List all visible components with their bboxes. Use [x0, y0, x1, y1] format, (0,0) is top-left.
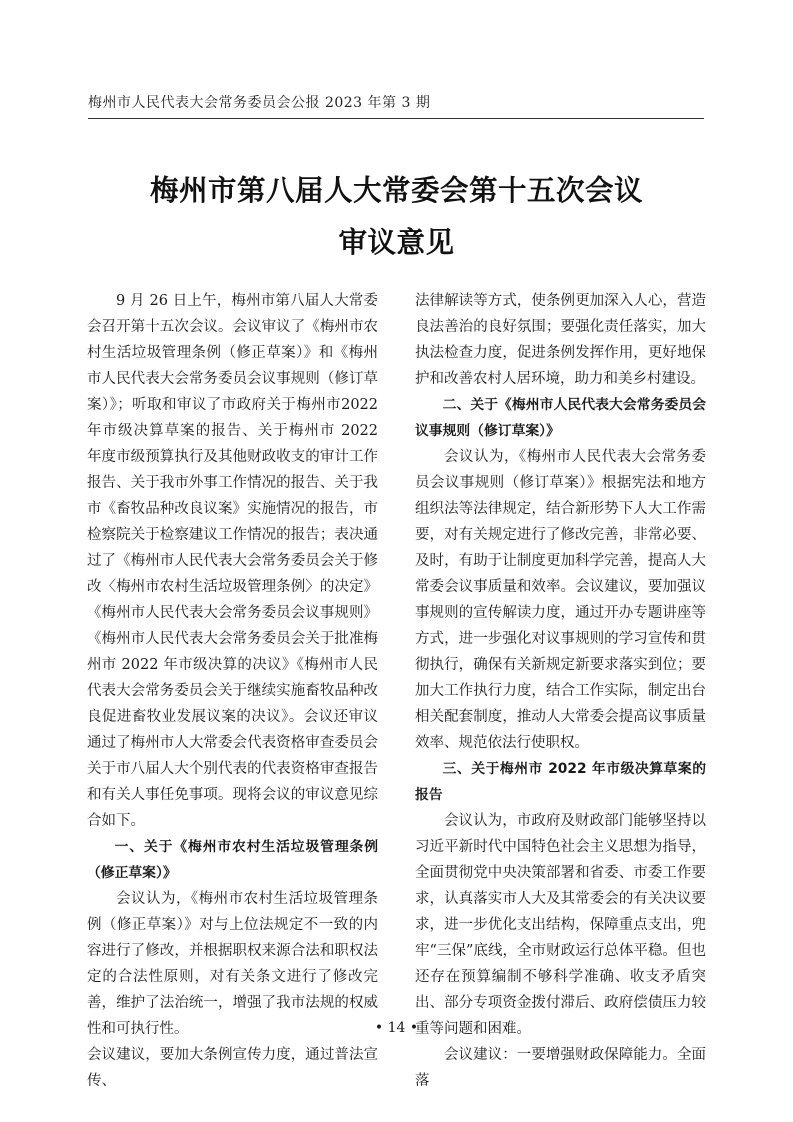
running-header: 梅州市人民代表大会常务委员会公报 2023 年第 3 期: [88, 95, 431, 111]
document-title-line1: 梅州市第八届人大常委会第十五次会议: [149, 173, 643, 207]
paragraph-section1-suggestion: 会议建议，要加大条例宣传力度，通过普法宣传、: [87, 1047, 378, 1089]
page-number: • 14 •: [374, 1020, 419, 1036]
paragraph-section1-opinion: 会议认为，《梅州市农村生活垃圾管理条例（修正草案）》对与上位法规定不一致的内容进行了修改，并根据职权来源合法和职权法定的合法性原则，对有关条文进行了修改完善，维护了法治统一，增强了我市法规的权威性和可执行性。: [87, 891, 378, 1037]
paragraph-intro: 9 月 26 日上午，梅州市第八届人大常委会召开第十五次会议。会议审议了《梅州市农村生活垃圾管理条例（修正草案）》和《梅州市人民代表大会常务委员会议事规则（修订草案）》；听取和审议了市政府关于梅州市2022年市级决算草案的报告、关于梅州市 2022 年度市级预算执行及其他财政收支的审计工作报告、关于我市外事工作情况的报告、关于我市《畜牧品种改良议案》实施情况的报告，市检察院关于检察建议工作情况的报告；表决通过了《梅州市人民代表大会常务委员会关于修改〈梅州市农村生活垃圾管理条例〉的决定》《梅州市人民代表大会常务委员会议事规则》《梅州市人民代表大会常务委员会关于批准梅州市 2022 年市级决算的决议》《梅州市人民代表大会常务委员会关于继续实施畜牧品种改良促进畜牧业发展议案的决议》。会议还审议通过了梅州市人大常委会代表资格审查委员会关于市八届人大个别代表的代表资格审查报告和有关人事任免事项。现将会议的审议意见综合如下。: [87, 293, 378, 829]
right-column: [415, 288, 706, 1094]
document-title-line2: 审议意见: [338, 225, 455, 259]
paragraph-section2: 会议认为，《梅州市人民代表大会常务委员会议事规则（修订草案）》根据宪法和地方组织法等法律规定，结合新形势下人大工作需要，对有关规定进行了修改完善，非常必要、及时，有助于让制度更加科学完善，提高人大常委会议事质量和效率。会议建议，要加强议事规则的宣传解读力度，通过开办专题讲座等方式，进一步强化对议事规则的学习宣传和贯彻执行，确保有关新规定新要求落实到位；要加大工作执行力度，结合工作实际，制定出台相关配套制度，推动人大常委会提高议事质量效率、规范依法行使职权。: [415, 449, 706, 751]
section-heading-2: 二、关于《梅州市人民代表大会常务委员会议事规则（修订草案）》: [415, 397, 706, 439]
section-heading-3: 三、关于梅州市 2022 年市级决算草案的报告: [415, 761, 706, 803]
paragraph-section3-suggestion: 会议建议：一要增强财政保障能力。全面落: [415, 1047, 706, 1089]
left-column: [87, 288, 378, 1094]
header-divider: [88, 118, 704, 119]
paragraph-section3-opinion: 会议认为，市政府及财政部门能够坚持以习近平新时代中国特色社会主义思想为指导，全面贯彻党中央决策部署和省委、市委工作要求，认真落实市人大及其常委会的有关决议要求，进一步优化支出结构，保障重点支出，兜牢“三保”底线，全市财政运行总体平稳。但也还存在预算编制不够科学准确、收支矛盾突出、部分专项资金拨付滞后、政府偿债压力较重等问题和困难。: [415, 813, 706, 1037]
paragraph-section1-continued: 法律解读等方式，使条例更加深入人心，营造良法善治的良好氛围；要强化责任落实，加大执法检查力度，促进条例发挥作用，更好地保护和改善农村人居环境，助力和美乡村建设。: [415, 293, 706, 387]
section-heading-1: 一、关于《梅州市农村生活垃圾管理条例（修正草案）》: [87, 839, 378, 881]
